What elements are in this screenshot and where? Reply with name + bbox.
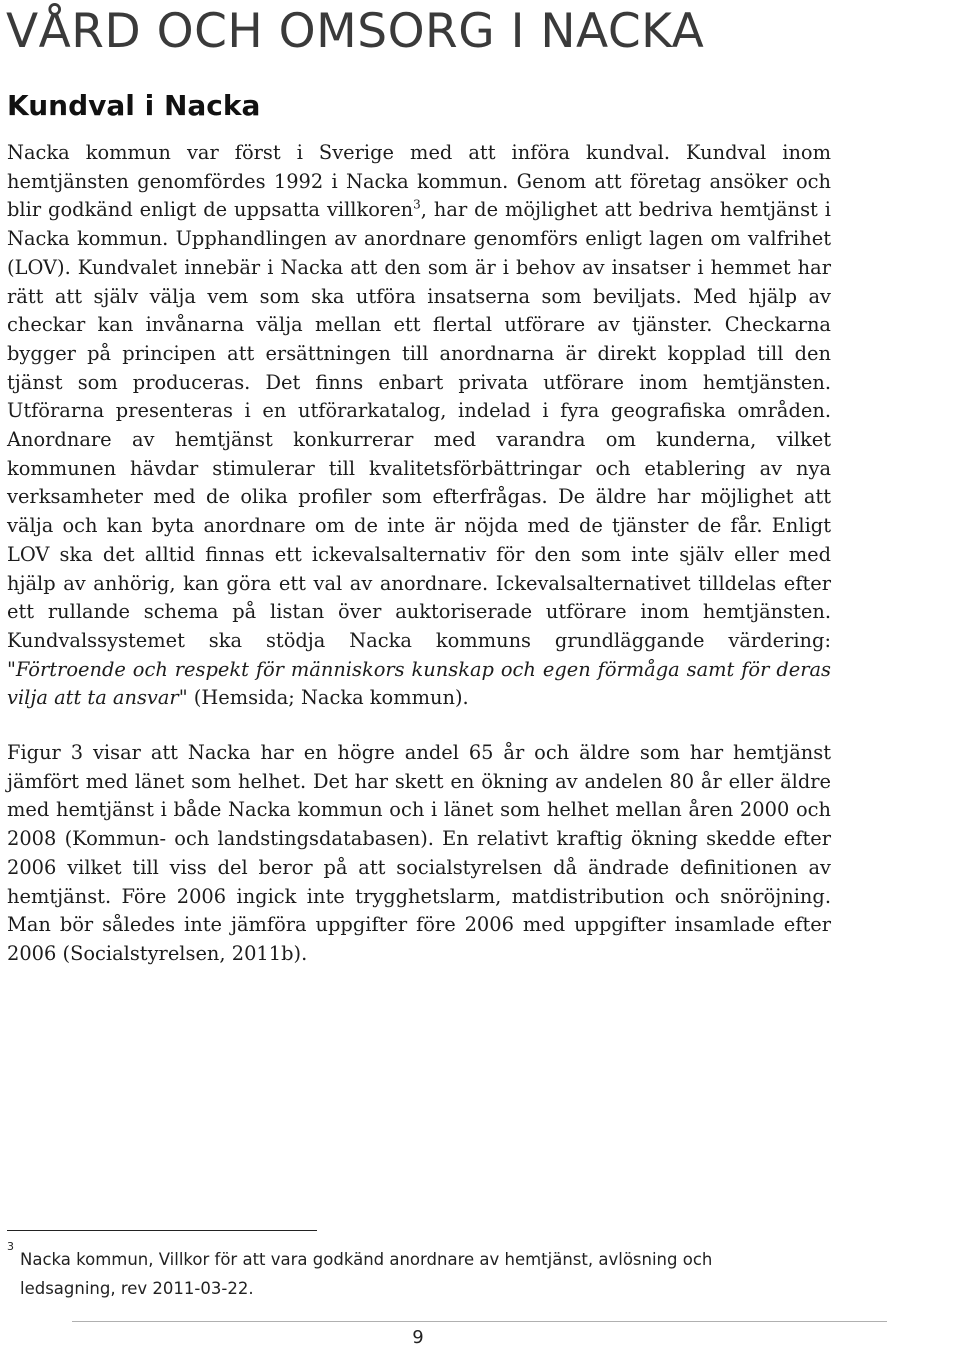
- page-number: 9: [412, 1327, 424, 1348]
- body-paragraph-2: Figur 3 visar att Nacka har en högre andel 65 år och äldre som har hemtjänst jämfört med länet som helhet. Det har skett en ökning av andelen 80 år eller äldre med hemtjänst i både Nacka kommun och i länet som helhet mellan åren 2000 och 2008 (Kommun- och landstingsdatabasen). En relativt kraftig ökning skedde efter 2006 vilket till viss del beror på att socialstyrelsen då ändrade definitionen av hemtjänst. Före 2006 ingick inte trygghetslarm, matdistribution och snöröjning. Man bör således inte jämföra uppgifter före 2006 med uppgifter insamlade efter 2006 (Socialstyrelsen, 2011b).: [7, 741, 831, 965]
- footnote-divider: [7, 1230, 317, 1231]
- paragraph-1-text-c: (Hemsida; Nacka kommun).: [187, 686, 469, 710]
- footer-divider: [72, 1321, 887, 1322]
- footnote-marker: 3: [7, 1240, 14, 1253]
- paragraph-1-text-b: , har de möjlighet att bedriva hemtjänst i Nacka kommun. Upphandlingen av anordnare genomförs enligt lagen om valfrihet (LOV). Kundvalet innebär i Nacka att den som är i behov av insatser i hemmet har rätt att själv välja vem som ska utföra insatserna som beviljats. Med hjälp av checkar kan invånarna välja mellan ett flertal utförare av tjänster. Checkarna bygger på principen att ersättningen till anordnarna är direkt kopplad till den tjänst som produceras. Det finns enbart privata utförare inom hemtjänsten. Utförarna presenteras i en utförarkatalog, indelad i fyra geografiska områden. Anordnare av hemtjänst konkurrerar med varandra om kunderna, vilket kommunen hävdar stimulerar till kvalitetsförbättringar och etablering av nya verksamheter med de olika profiler som efterfrågas. De äldre har möjlighet att välja och kan byta anordnare om de inte är nöjda med de tjänster de får. Enligt LOV ska det alltid finnas ett ickevalsalternativ för den som inte själv eller med hjälp av anhörig, kan göra ett val av anordnare. Ickevalsalternativet tilldelas efter ett rullande schema på listan över auktoriserade utförare inom hemtjänsten. Kundvalssystemet ska stödja Nacka kommuns grundläggande värdering:: [7, 198, 831, 652]
- footnote-text: Nacka kommun, Villkor för att vara godkänd anordnare av hemtjänst, avlösning och ledsagning, rev 2011-03-22.: [20, 1250, 713, 1298]
- paragraph-1-quote: "Förtroende och respekt för människors kunskap och egen förmåga samt för deras vilja att ta ansvar": [7, 657, 831, 710]
- section-heading: Kundval i Nacka: [7, 89, 261, 122]
- paragraph-1-text-a: Nacka kommun var först i Sverige med att införa kundval. Kundval inom hemtjänsten genomfördes 1992 i Nacka kommun. Genom att företag ansöker och blir godkänd enligt de uppsatta villkoren: [7, 141, 831, 222]
- body-paragraph-1: [7, 139, 831, 713]
- footnote-reference: 3: [413, 197, 421, 212]
- page-title: VÅRD OCH OMSORG I NACKA: [6, 4, 705, 59]
